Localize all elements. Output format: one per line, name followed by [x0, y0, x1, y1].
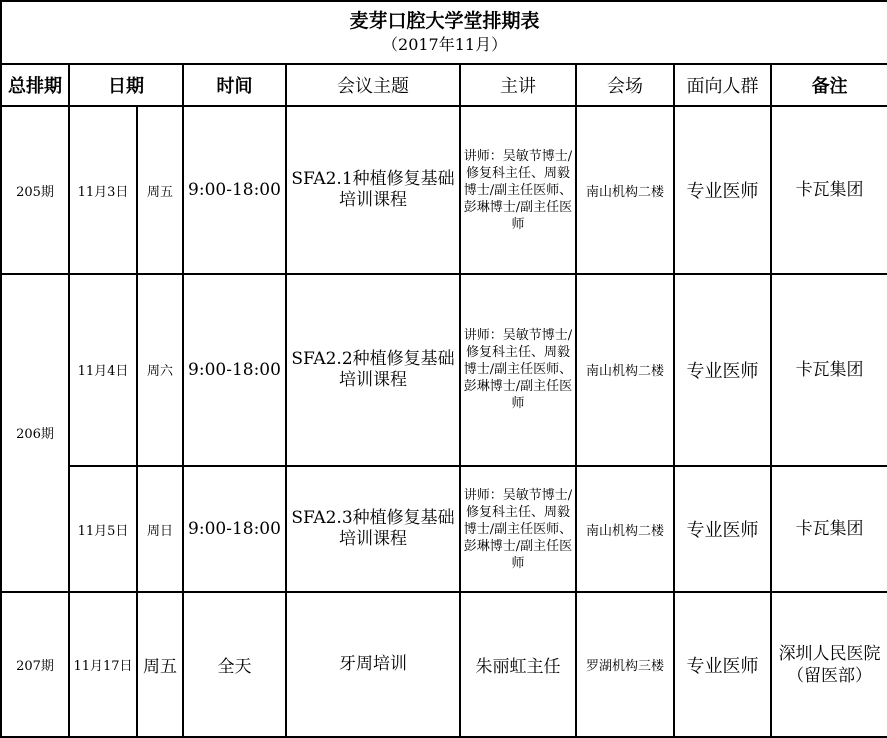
date-cell: 11月3日 — [69, 106, 137, 273]
audience-cell: 专业医师 — [674, 466, 771, 592]
header-row — [1, 64, 887, 107]
topic-cell: SFA2.3种植修复基础培训课程 — [286, 466, 460, 592]
time-cell: 9:00-18:00 — [183, 106, 286, 273]
weekday-cell: 周六 — [137, 274, 183, 467]
date-cell: 11月17日 — [69, 592, 137, 737]
header-speaker: 主讲 — [460, 64, 576, 107]
header-time: 时间 — [183, 64, 286, 107]
venue-cell: 南山机构二楼 — [576, 106, 674, 273]
audience-cell: 专业医师 — [674, 592, 771, 737]
weekday-cell: 周五 — [137, 106, 183, 273]
remark-cell: 深圳人民医院（留医部） — [771, 592, 887, 737]
venue-cell: 南山机构二楼 — [576, 466, 674, 592]
date-cell: 11月4日 — [69, 274, 137, 467]
session-cell: 205期 — [1, 106, 69, 273]
speaker-cell: 朱丽虹主任 — [460, 592, 576, 737]
header-date: 日期 — [69, 64, 183, 107]
topic-cell: SFA2.1种植修复基础培训课程 — [286, 106, 460, 273]
session-cell: 207期 — [1, 592, 69, 737]
remark-cell: 卡瓦集团 — [771, 106, 887, 273]
time-cell: 9:00-18:00 — [183, 274, 286, 467]
table-row — [1, 466, 887, 592]
weekday-cell: 周五 — [137, 592, 183, 737]
header-venue: 会场 — [576, 64, 674, 107]
remark-cell: 卡瓦集团 — [771, 466, 887, 592]
speaker-cell: 讲师：吴敏节博士/修复科主任、周毅博士/副主任医师、彭琳博士/副主任医师 — [460, 466, 576, 592]
table-row — [1, 106, 887, 273]
page-title: 麦芽口腔大学堂排期表 — [349, 10, 540, 33]
table-row — [1, 274, 887, 467]
time-cell: 9:00-18:00 — [183, 466, 286, 592]
header-session: 总排期 — [1, 64, 69, 107]
topic-cell: SFA2.2种植修复基础培训课程 — [286, 274, 460, 467]
audience-cell: 专业医师 — [674, 274, 771, 467]
audience-cell: 专业医师 — [674, 106, 771, 273]
venue-cell: 罗湖机构三楼 — [576, 592, 674, 737]
remark-cell: 卡瓦集团 — [771, 274, 887, 467]
header-topic: 会议主题 — [286, 64, 460, 107]
header-remark: 备注 — [771, 64, 887, 107]
session-cell: 206期 — [1, 274, 69, 592]
table-row — [1, 592, 887, 737]
weekday-cell: 周日 — [137, 466, 183, 592]
page-subtitle: （2017年11月） — [382, 35, 508, 55]
speaker-cell: 讲师：吴敏节博士/修复科主任、周毅博士/副主任医师、彭琳博士/副主任医师 — [460, 106, 576, 273]
time-cell: 全天 — [183, 592, 286, 737]
header-audience: 面向人群 — [674, 64, 771, 107]
venue-cell: 南山机构二楼 — [576, 274, 674, 467]
topic-cell: 牙周培训 — [286, 592, 460, 737]
title-block — [1, 1, 887, 64]
speaker-cell: 讲师：吴敏节博士/修复科主任、周毅博士/副主任医师、彭琳博士/副主任医师 — [460, 274, 576, 467]
date-cell: 11月5日 — [69, 466, 137, 592]
